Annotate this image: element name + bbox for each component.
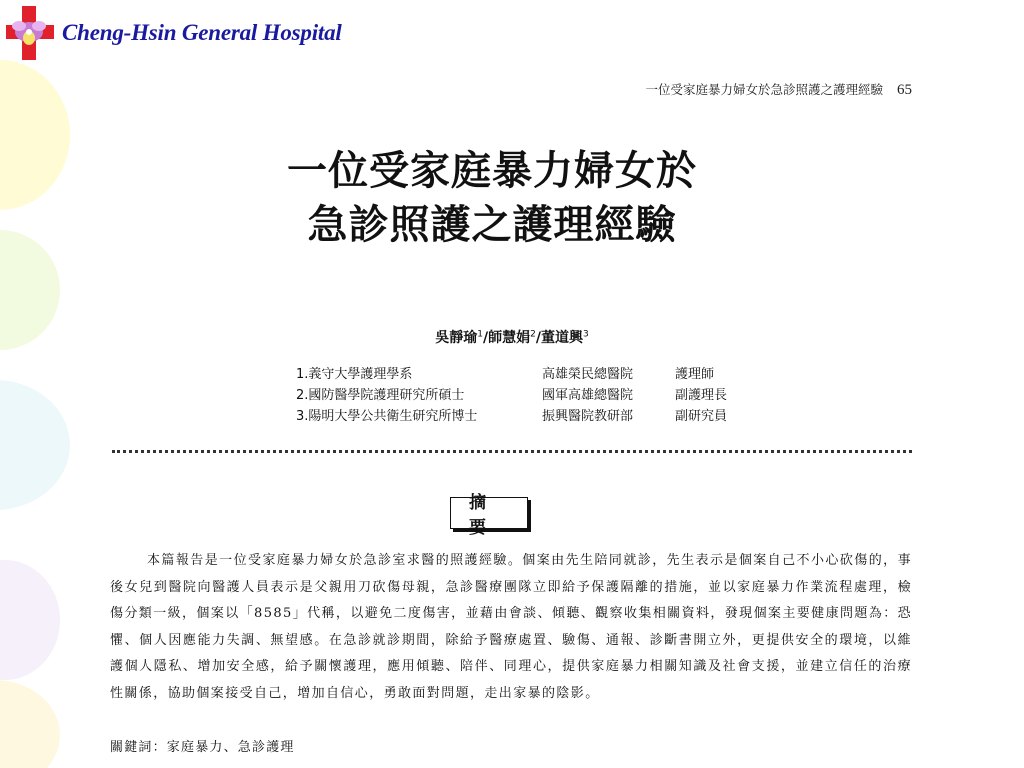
- author-separator: /: [535, 330, 541, 346]
- dotted-divider: [112, 450, 912, 453]
- abstract-heading: 摘要: [450, 497, 528, 529]
- paper-title: [108, 144, 876, 252]
- author-name: 董道興: [540, 330, 583, 346]
- page-number: 65: [897, 82, 912, 98]
- affiliation-row: [296, 404, 727, 425]
- running-head: [645, 80, 912, 99]
- affiliation-table: [296, 362, 727, 425]
- affiliation-degree: 3.陽明大學公共衛生研究所博士: [296, 409, 478, 424]
- affiliation-degree: 1.義守大學護理學系: [296, 367, 413, 382]
- title-line-1: 一位受家庭暴力婦女於: [287, 148, 697, 194]
- abstract-text: 本篇報告是一位受家庭暴力婦女於急診室求醫的照護經驗。個案由先生陪同就診，先生表示是個案自己不小心砍傷的，事後女兒到醫院向醫護人員表示是父親用刀砍傷母親，急診醫療團隊立即給予保護隔離的措施，並以家庭暴力作業流程處理，檢傷分類一級，個案以「8585」代稱，以避免二度傷害，並藉由會談、傾聽、觀察收集相關資料，發現個案主要健康問題為：恐懼、個人因應能力失調、無望感。在急診就診期間，除給予醫療處置、驗傷、通報、診斷書開立外，更提供安全的環境，以維護個人隱私、增加安全感，給予關懷護理，應用傾聽、陪伴、同理心，提供家庭暴力相關知識及社會支援，並建立信任的治療性關係，協助個案接受自己，增加自信心，勇敢面對問題，走出家暴的陰影。: [110, 553, 912, 701]
- author-name: 師慧娟: [488, 330, 531, 346]
- keywords: 關鍵詞：家庭暴力、急診護理: [110, 740, 295, 755]
- author-sup: 1: [477, 329, 483, 340]
- paper-page: [108, 72, 916, 762]
- affiliation-institution: 高雄榮民總醫院: [542, 367, 634, 382]
- hospital-logo-icon: [4, 4, 56, 62]
- affiliation-row: [296, 362, 727, 383]
- affiliation-row: [296, 383, 727, 404]
- hospital-name: Cheng-Hsin General Hospital: [62, 20, 342, 45]
- author-list: [108, 327, 916, 347]
- affiliation-degree: 2.國防醫學院護理研究所碩士: [296, 388, 465, 403]
- running-head-text: 一位受家庭暴力婦女於急診照護之護理經驗: [645, 82, 883, 97]
- affiliation-position: 副研究員: [675, 409, 728, 424]
- affiliation-institution: 國軍高雄總醫院: [542, 388, 634, 403]
- decorative-swirls: [0, 0, 110, 768]
- author-name: 吳靜瑜: [435, 330, 478, 346]
- author-sup: 3: [582, 329, 589, 340]
- affiliation-position: 護理師: [675, 367, 715, 382]
- author-separator: /: [483, 330, 489, 346]
- affiliation-institution: 振興醫院教研部: [542, 409, 634, 424]
- title-line-2: 急診照護之護理經驗: [307, 202, 677, 248]
- affiliation-position: 副護理長: [675, 388, 728, 403]
- author-sup: 2: [530, 329, 536, 340]
